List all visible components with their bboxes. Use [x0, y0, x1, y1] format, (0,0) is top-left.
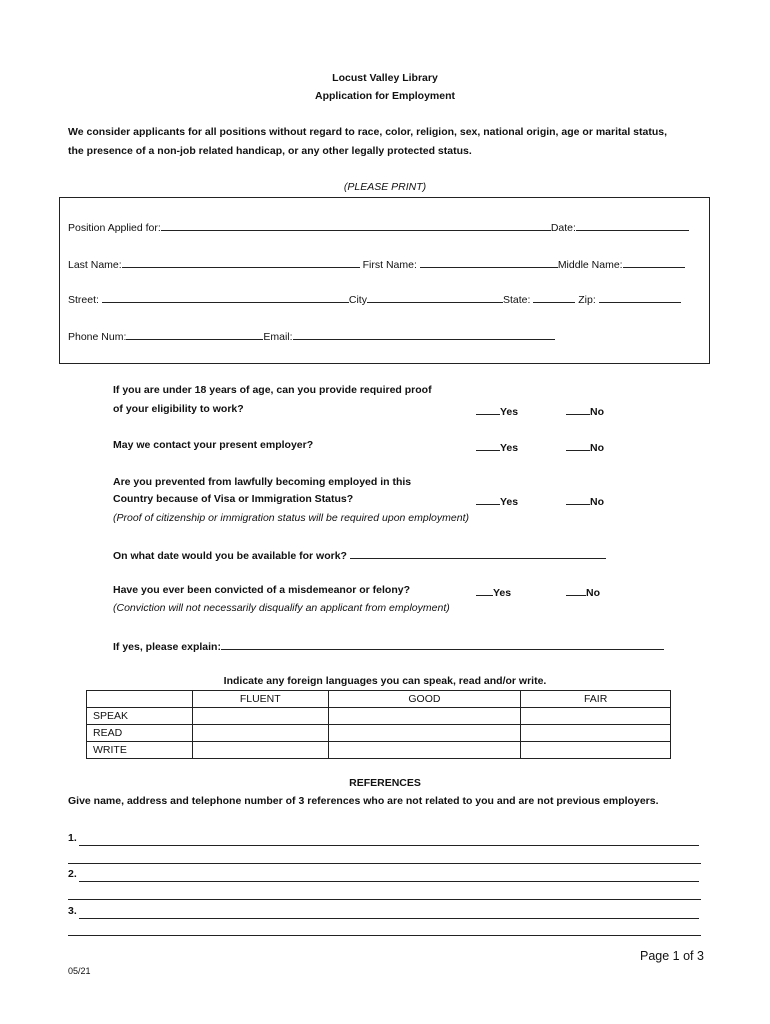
email-label: Email: — [263, 331, 293, 343]
q5-note: (Conviction will not necessarily disqualify an applicant from employment) — [113, 602, 450, 614]
q1-no[interactable]: No — [566, 403, 604, 418]
q4-row — [113, 547, 606, 562]
languages-header-fair: FAIR — [521, 691, 671, 708]
read-fair-cell[interactable] — [521, 725, 671, 742]
read-good-cell[interactable] — [328, 725, 521, 742]
street-label: Street: — [68, 294, 99, 306]
speak-fluent-cell[interactable] — [192, 708, 328, 725]
references-instruction: Give name, address and telephone number of 3 references who are not related to you and are not previous employers. — [68, 795, 659, 807]
available-date-field[interactable] — [350, 547, 606, 559]
table-row — [87, 725, 671, 742]
zip-label: Zip: — [578, 294, 596, 306]
form-title: Application for Employment — [314, 90, 455, 102]
reference-3-line-b[interactable] — [68, 935, 701, 936]
state-label: State: — [502, 294, 531, 306]
middle-name-field[interactable] — [623, 256, 685, 268]
q6-text: If yes, please explain: — [113, 641, 221, 653]
city-field[interactable] — [367, 291, 503, 303]
contact-row — [68, 328, 555, 343]
date-field[interactable] — [576, 219, 689, 231]
street-field[interactable] — [102, 291, 349, 303]
q4-text: On what date would you be available for work? — [113, 550, 347, 562]
org-name: Locust Valley Library — [332, 72, 438, 84]
languages-header-row — [87, 691, 671, 708]
intro-line-2: the presence of a non-job related handicap, or any other legally protected status. — [68, 145, 472, 157]
zip-field[interactable] — [599, 291, 681, 303]
references-heading: REFERENCES — [349, 777, 421, 789]
table-row — [87, 708, 671, 725]
q1-line-2: of your eligibility to work? — [113, 403, 244, 415]
q3-line-1: Are you prevented from lawfully becoming employed in this — [113, 476, 412, 488]
speak-fair-cell[interactable] — [521, 708, 671, 725]
first-name-field[interactable] — [420, 256, 558, 268]
languages-table — [86, 690, 671, 759]
phone-field[interactable] — [126, 328, 263, 340]
name-row — [68, 256, 685, 271]
q3-note: (Proof of citizenship or immigration status will be required upon employment) — [113, 512, 469, 524]
page-number: Page 1 of 3 — [640, 949, 704, 963]
position-field[interactable] — [161, 219, 551, 231]
position-row — [68, 219, 689, 234]
address-row — [68, 291, 681, 306]
first-name-label: First Name: — [362, 259, 417, 271]
city-label: City — [348, 294, 367, 306]
phone-label: Phone Num: — [68, 331, 127, 343]
q3-line-2: Country because of Visa or Immigration Status? — [113, 493, 354, 505]
table-row — [87, 742, 671, 759]
q2-text: May we contact your present employer? — [113, 439, 314, 451]
reference-3-label: 3. — [68, 905, 77, 917]
position-label: Position Applied for: — [68, 222, 161, 234]
q1-line-1: If you are under 18 years of age, can you provide required proof — [113, 384, 432, 396]
speak-good-cell[interactable] — [328, 708, 521, 725]
revision-date: 05/21 — [68, 966, 91, 976]
middle-name-label: Middle Name: — [557, 259, 623, 271]
q6-row — [113, 638, 664, 653]
please-print-note: (PLEASE PRINT) — [343, 181, 427, 193]
q5-text: Have you ever been convicted of a misdemeanor or felony? — [113, 584, 411, 596]
reference-2-line-a[interactable] — [79, 881, 699, 882]
reference-3-line-a[interactable] — [79, 918, 699, 919]
q2-yes[interactable]: Yes — [476, 439, 518, 454]
date-label: Date: — [550, 222, 576, 234]
languages-header-blank — [87, 691, 193, 708]
write-fair-cell[interactable] — [521, 742, 671, 759]
intro-line-1: We consider applicants for all positions without regard to race, color, religion, sex, national origin, age or marital status, — [68, 126, 668, 138]
last-name-field[interactable] — [122, 256, 360, 268]
row-label-speak: SPEAK — [87, 708, 193, 725]
last-name-label: Last Name: — [68, 259, 122, 271]
reference-2-line-b[interactable] — [68, 899, 701, 900]
write-good-cell[interactable] — [328, 742, 521, 759]
q5-yes[interactable]: Yes — [476, 584, 511, 599]
reference-1-line-a[interactable] — [79, 845, 699, 846]
write-fluent-cell[interactable] — [192, 742, 328, 759]
email-field[interactable] — [293, 328, 555, 340]
languages-heading: Indicate any foreign languages you can speak, read and/or write. — [223, 675, 547, 687]
q3-yes[interactable]: Yes — [476, 493, 518, 508]
q1-yes[interactable]: Yes — [476, 403, 518, 418]
explain-field[interactable] — [221, 638, 664, 650]
row-label-read: READ — [87, 725, 193, 742]
row-label-write: WRITE — [87, 742, 193, 759]
q2-no[interactable]: No — [566, 439, 604, 454]
q5-no[interactable]: No — [566, 584, 600, 599]
reference-1-line-b[interactable] — [68, 863, 701, 864]
languages-header-fluent: FLUENT — [192, 691, 328, 708]
state-field[interactable] — [533, 291, 575, 303]
reference-2-label: 2. — [68, 868, 77, 880]
q3-no[interactable]: No — [566, 493, 604, 508]
languages-header-good: GOOD — [328, 691, 521, 708]
read-fluent-cell[interactable] — [192, 725, 328, 742]
reference-1-label: 1. — [68, 832, 77, 844]
